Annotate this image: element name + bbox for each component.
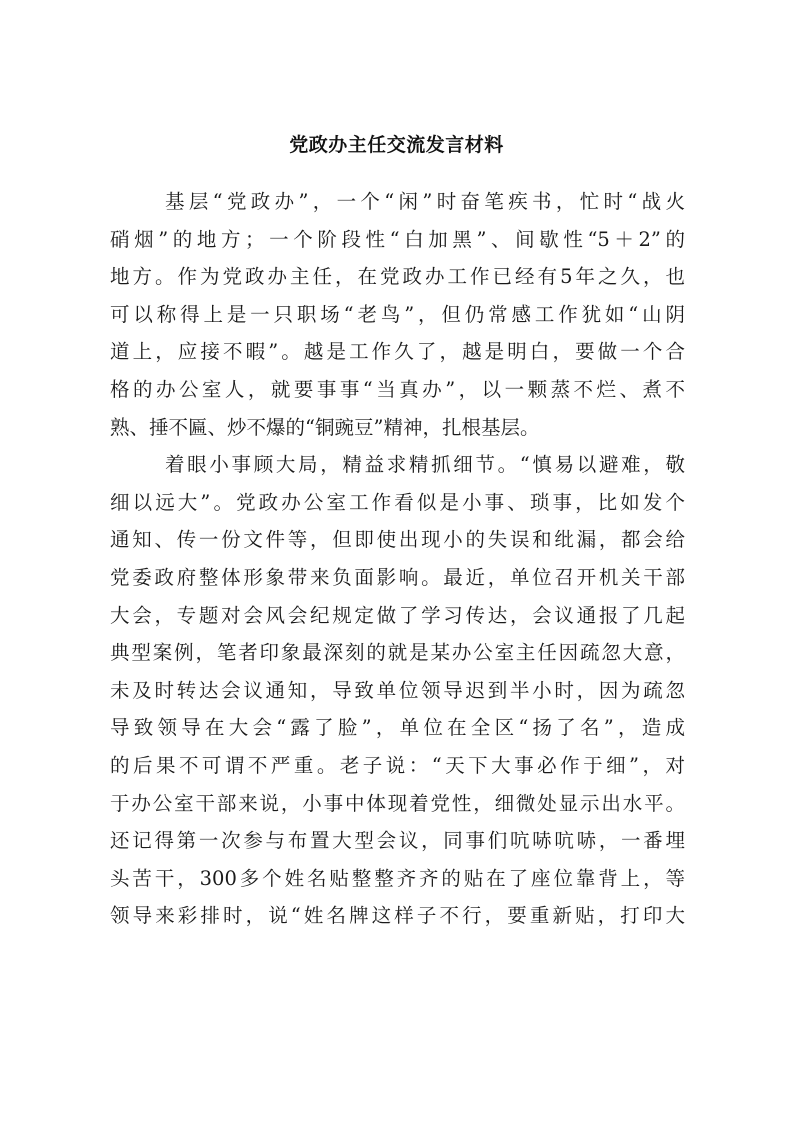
paragraph-1-line-4: 可以称得上是一只职场“老鸟”，但仍常感工作犹如“山阴 bbox=[110, 302, 685, 326]
paragraph-2-line-12: 头苦干，300多个姓名贴整整齐齐的贴在了座位靠背上，等 bbox=[110, 866, 685, 890]
paragraph-1-line-5: 道上，应接不暇”。越是工作久了，越是明白，要做一个合 bbox=[110, 340, 685, 364]
paragraph-2-line-1: 着眼小事顾大局，精益求精抓细节。“慎易以避难，敬 bbox=[165, 453, 685, 477]
paragraph-2-line-11: 还记得第一次参与布置大型会议，同事们吭哧吭哧，一番埋 bbox=[110, 829, 685, 853]
paragraph-1-line-2: 硝烟”的地方；一个阶段性“白加黑”、间歇性“5＋2”的 bbox=[110, 227, 685, 251]
paragraph-2-line-10: 于办公室干部来说，小事中体现着党性，细微处显示出水平。 bbox=[110, 791, 685, 815]
paragraph-2-line-4: 党委政府整体形象带来负面影响。最近，单位召开机关干部 bbox=[110, 565, 685, 589]
paragraph-2-line-6: 典型案例，笔者印象最深刻的就是某办公室主任因疏忽大意， bbox=[110, 641, 685, 665]
paragraph-2-line-7: 未及时转达会议通知，导致单位领导迟到半小时，因为疏忽 bbox=[110, 678, 685, 702]
paragraph-2-line-9: 的后果不可谓不严重。老子说：“天下大事必作于细”，对 bbox=[110, 753, 685, 777]
document-body bbox=[110, 183, 685, 935]
paragraph-1-line-1: 基层“党政办”，一个“闲”时奋笔疾书，忙时“战火 bbox=[165, 190, 685, 213]
paragraph-1-line-6: 格的办公室人，就要事事“当真办”，以一颗蒸不烂、煮不 bbox=[110, 377, 685, 401]
paragraph-2-line-8: 导致领导在大会“露了脸”，单位在全区“扬了名”，造成 bbox=[110, 716, 685, 740]
paragraph-1-line-3: 地方。作为党政办主任，在党政办工作已经有5年之久，也 bbox=[110, 265, 685, 289]
paragraph-1-line-7: 熟、捶不匾、炒不爆的“铜豌豆”精神，扎根基层。 bbox=[110, 415, 540, 439]
paragraph-2-line-13: 领导来彩排时，说“姓名牌这样子不行，要重新贴，打印大 bbox=[110, 904, 685, 928]
paragraph-2-line-5: 大会，专题对会风会纪规定做了学习传达，会议通报了几起 bbox=[110, 603, 685, 627]
paragraph-2-line-2: 细以远大”。党政办公室工作看似是小事、琐事，比如发个 bbox=[110, 490, 685, 514]
document-title: 党政办主任交流发言材料 bbox=[289, 134, 504, 156]
paragraph-2-line-3: 通知、传一份文件等，但即使出现小的失误和纰漏，都会给 bbox=[110, 528, 685, 552]
